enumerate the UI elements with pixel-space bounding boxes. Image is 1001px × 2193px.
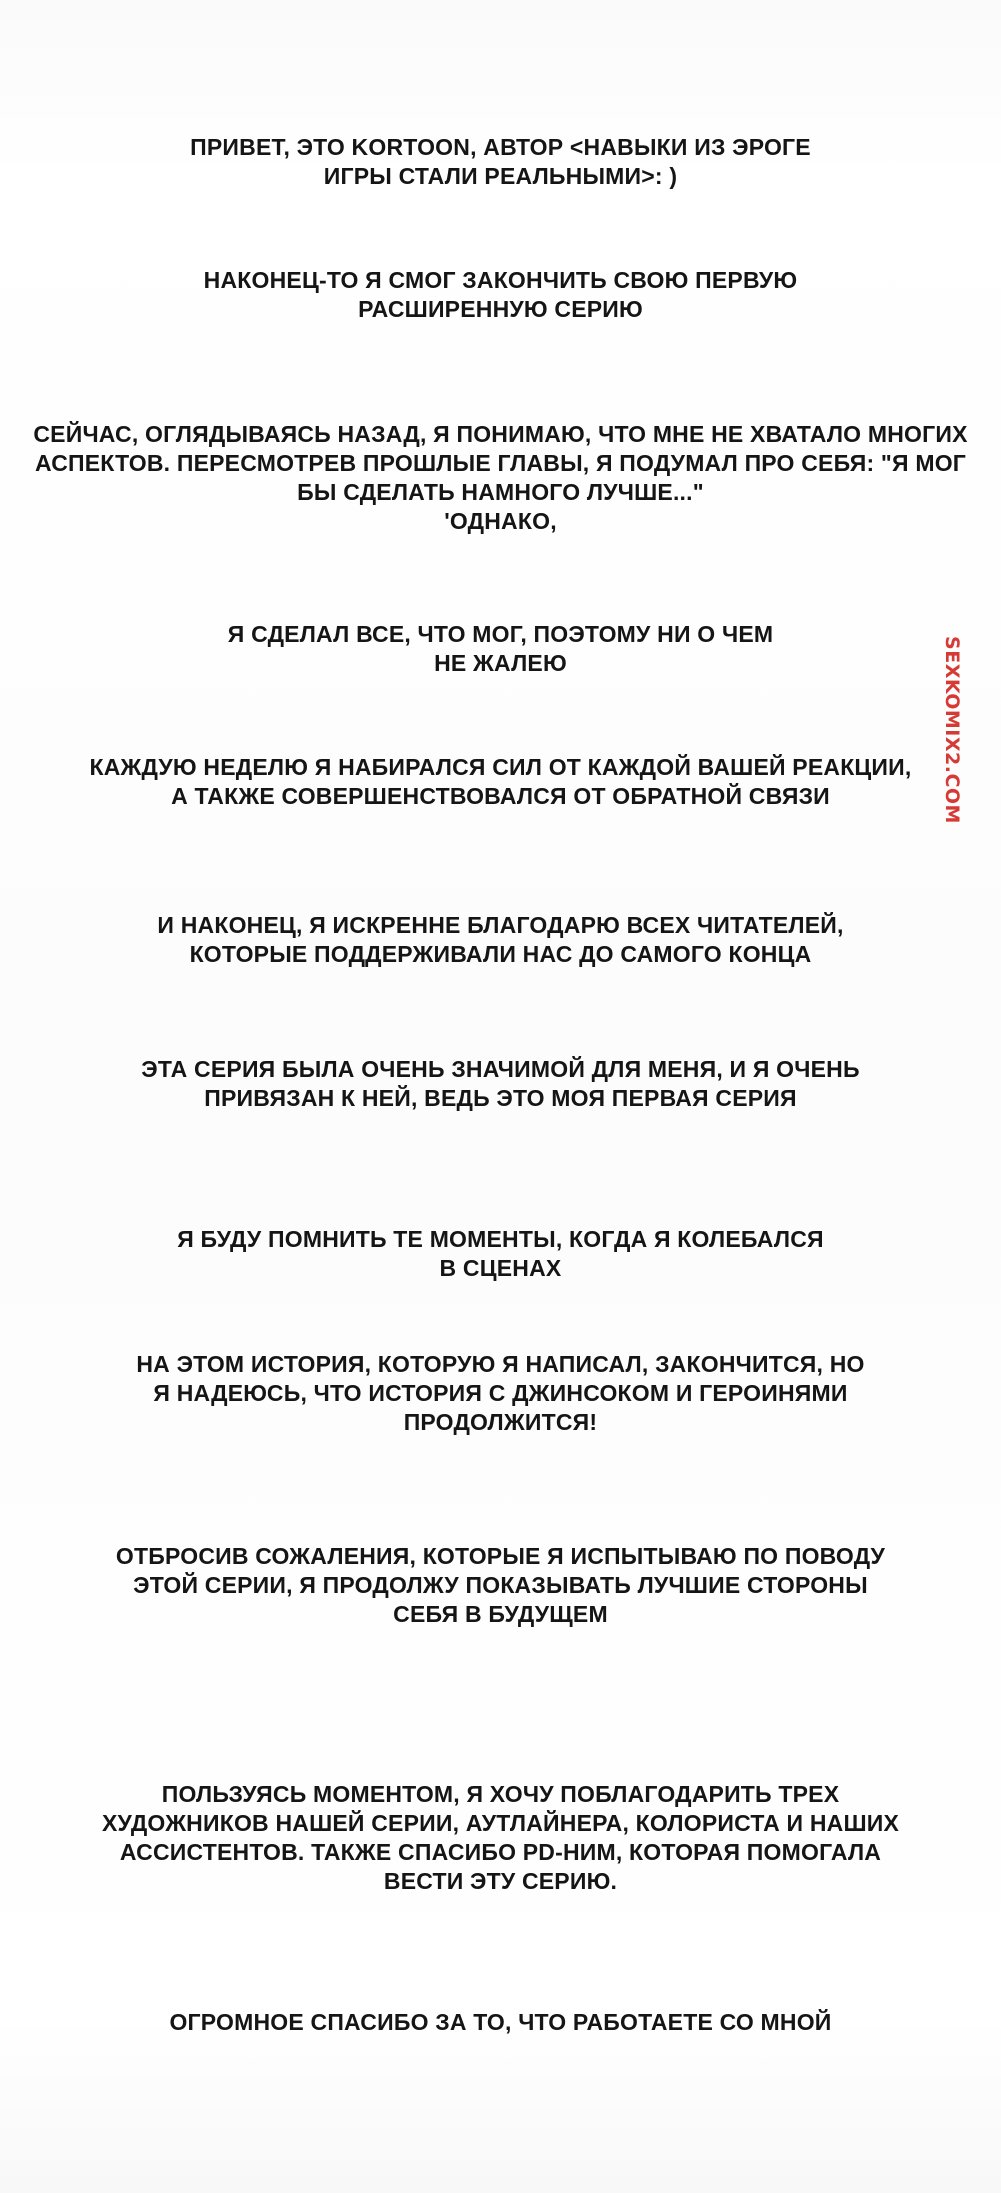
text-line: СЕЙЧАС, ОГЛЯДЫВАЯСЬ НАЗАД, Я ПОНИМАЮ, ЧТО МНЕ НЕ ХВАТАЛО МНОГИХ [33,421,968,447]
text-line: СЕБЯ В БУДУЩЕМ [393,1601,608,1627]
text-line: НА ЭТОМ ИСТОРИЯ, КОТОРУЮ Я НАПИСАЛ, ЗАКОНЧИТСЯ, НО [136,1351,865,1377]
text-line: ПРОДОЛЖИТСЯ! [403,1409,598,1435]
text-line: ПОЛЬЗУЯСЬ МОМЕНТОМ, Я ХОЧУ ПОБЛАГОДАРИТЬ ТРЕХ [161,1781,840,1807]
text-line: ОГРОМНОЕ СПАСИБО ЗА ТО, ЧТО РАБОТАЕТЕ СО МНОЙ [169,2009,832,2035]
text-line: И НАКОНЕЦ, Я ИСКРЕННЕ БЛАГОДАРЮ ВСЕХ ЧИТАТЕЛЕЙ, [157,912,844,938]
paragraph-greeting [0,133,1001,191]
paragraph-finished-series [0,266,1001,324]
text-line: НЕ ЖАЛЕЮ [434,650,567,676]
text-line: ПРИВЯЗАН К НЕЙ, ВЕДЬ ЭТО МОЯ ПЕРВАЯ СЕРИЯ [204,1085,797,1111]
text-line: ЭТА СЕРИЯ БЫЛА ОЧЕНЬ ЗНАЧИМОЙ ДЛЯ МЕНЯ, И Я ОЧЕНЬ [141,1056,860,1082]
paragraph-future [0,1542,1001,1629]
text-line: БЫ СДЕЛАТЬ НАМНОГО ЛУЧШЕ..." [297,479,704,505]
text-line: ОТБРОСИВ СОЖАЛЕНИЯ, КОТОРЫЕ Я ИСПЫТЫВАЮ ПО ПОВОДУ [115,1543,886,1569]
paragraph-every-week [0,753,1001,811]
text-line: Я НАДЕЮСЬ, ЧТО ИСТОРИЯ С ДЖИНСОКОМ И ГЕРОИНЯМИ [153,1380,848,1406]
text-line: ПРИВЕТ, ЭТО KORTOON, АВТОР <НАВЫКИ ИЗ ЭРОГЕ [190,134,811,160]
paragraph-thank-readers [0,911,1001,969]
text-line: 'ОДНАКО, [444,508,557,534]
text-line: Я БУДУ ПОМНИТЬ ТЕ МОМЕНТЫ, КОГДА Я КОЛЕБАЛСЯ [177,1226,824,1252]
paragraph-meaningful-series [0,1055,1001,1113]
paragraph-thank-artists [0,1780,1001,1896]
text-line: АСПЕКТОВ. ПЕРЕСМОТРЕВ ПРОШЛЫЕ ГЛАВЫ, Я ПОДУМАЛ ПРО СЕБЯ: "Я МОГ [34,450,967,476]
text-line: ВЕСТИ ЭТУ СЕРИЮ. [383,1868,618,1894]
paragraph-looking-back [0,420,1001,536]
paragraph-story-continues [0,1350,1001,1437]
text-line: ИГРЫ СТАЛИ РЕАЛЬНЫМИ>: ) [323,163,678,189]
paragraph-no-regrets [0,620,1001,678]
text-line: ХУДОЖНИКОВ НАШЕЙ СЕРИИ, АУТЛАЙНЕРА, КОЛОРИСТА И НАШИХ [101,1810,900,1836]
text-line: А ТАКЖЕ СОВЕРШЕНСТВОВАЛСЯ ОТ ОБРАТНОЙ СВЯЗИ [171,783,830,809]
text-line: КОТОРЫЕ ПОДДЕРЖИВАЛИ НАС ДО САМОГО КОНЦА [189,941,812,967]
text-line: Я СДЕЛАЛ ВСЕ, ЧТО МОГ, ПОЭТОМУ НИ О ЧЕМ [227,621,774,647]
paragraph-remember-moments [0,1225,1001,1283]
text-line: НАКОНЕЦ-ТО Я СМОГ ЗАКОНЧИТЬ СВОЮ ПЕРВУЮ [203,267,798,293]
text-line: КАЖДУЮ НЕДЕЛЮ Я НАБИРАЛСЯ СИЛ ОТ КАЖДОЙ ВАШЕЙ РЕАКЦИИ, [89,754,912,780]
paragraph-final-thanks [0,2008,1001,2037]
text-line: РАСШИРЕННУЮ СЕРИЮ [358,296,643,322]
watermark-text: SEXKOMIX2.COM [941,636,963,824]
text-line: ЭТОЙ СЕРИИ, Я ПРОДОЛЖУ ПОКАЗЫВАТЬ ЛУЧШИЕ СТОРОНЫ [133,1572,868,1598]
text-line: АССИСТЕНТОВ. ТАКЖЕ СПАСИБО PD-НИМ, КОТОРАЯ ПОМОГАЛА [119,1839,882,1865]
text-line: В СЦЕНАХ [439,1255,562,1281]
